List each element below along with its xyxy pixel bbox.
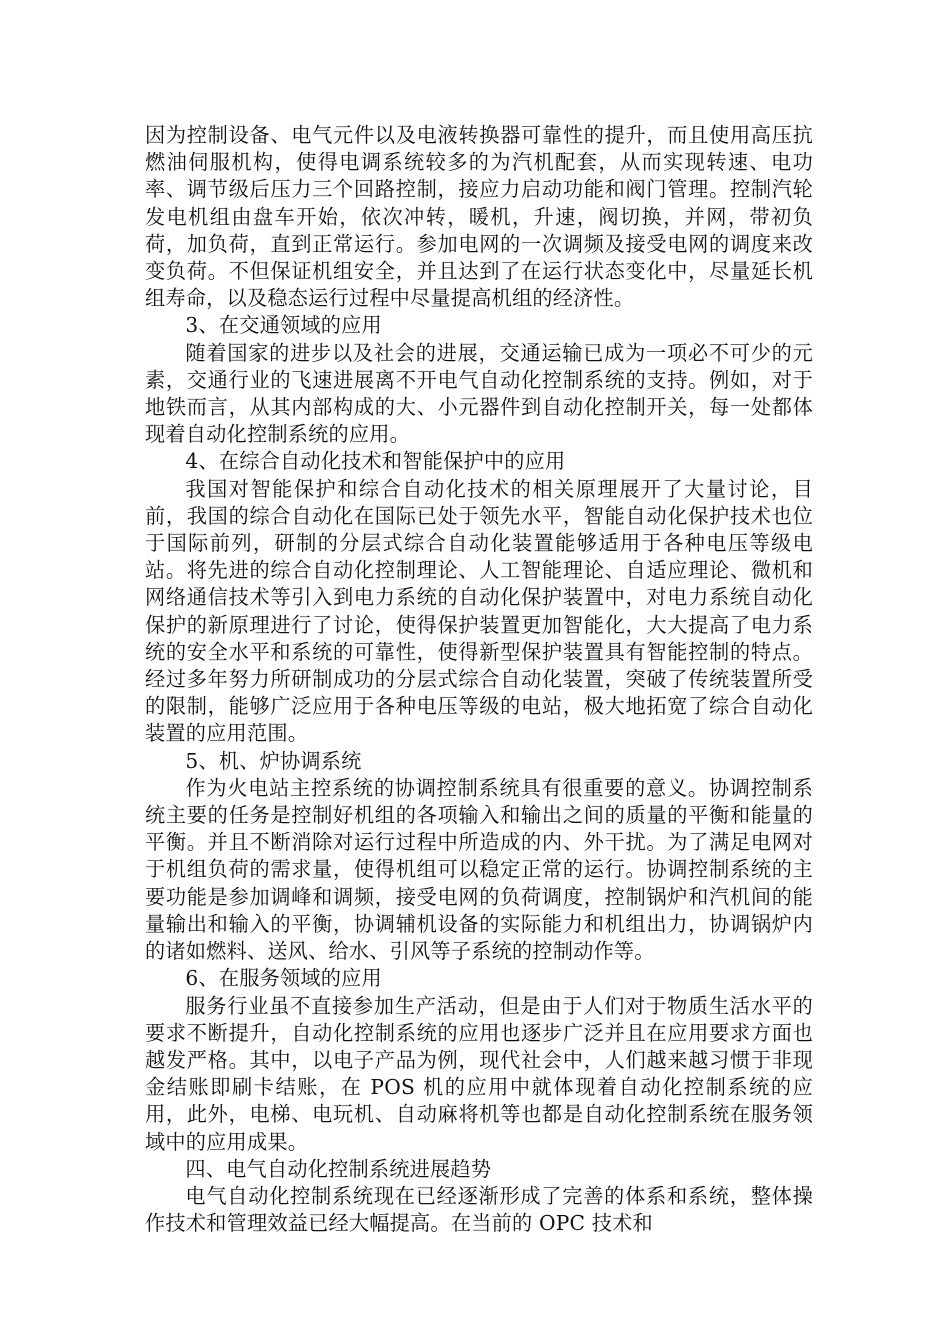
paragraph-transportation: 随着国家的进步以及社会的进展，交通运输已成为一项必不可少的元素，交通行业的飞速进展离不开电气自动化控制系统的支持。例如，对于地铁而言，从其内部构成的大、小元器件到自动化控制开关，每一处都体现着自动化控制系统的应用。 bbox=[145, 340, 813, 447]
paragraph-service: 服务行业虽不直接参加生产活动，但是由于人们对于物质生活水平的要求不断提升，自动化控制系统的应用也逐步广泛并且在应用要求方面也越发严格。其中，以电子产品为例，现代社会中，人们越来越习惯于非现金结账即刷卡结账，在 POS 机的应用中就体现着自动化控制系统的应用，此外，电梯、电玩机、自动麻将机等也都是自动化控制系统在服务领域中的应用成果。 bbox=[145, 993, 813, 1154]
heading-development-trend: 四、电气自动化控制系统进展趋势 bbox=[185, 1156, 492, 1181]
paragraph-intelligent-protection: 我国对智能保护和综合自动化技术的相关原理展开了大量讨论，目前，我国的综合自动化在国际已处于领先水平，智能自动化保护技术也位于国际前列，研制的分层式综合自动化装置能够适用于各种电压等级电站。将先进的综合自动化控制理论、人工智能理论、自适应理论、微机和网络通信技术等引入到电力系统的自动化保护装置中，对电力系统自动化保护的新原理进行了讨论，使得保护装置更加智能化，大大提高了电力系统的安全水平和系统的可靠性，使得新型保护装置具有智能控制的特点。经过多年努力所研制成功的分层式综合自动化装置，突破了传统装置所受的限制，能够广泛应用于各种电压等级的电站，极大地拓宽了综合自动化装置的应用范围。 bbox=[145, 476, 813, 746]
document-body bbox=[145, 122, 813, 1237]
heading-boiler-turbine-coordination: 5、机、炉协调系统 bbox=[185, 748, 362, 773]
paragraph-electro-hydraulic-control: 因为控制设备、电气元件以及电液转换器可靠性的提升，而且使用高压抗燃油伺服机构，使得电调系统较多的为汽机配套，从而实现转速、电功率、调节级后压力三个回路控制，接应力启动功能和阀门管理。控制汽轮发电机组由盘车开始，依次冲转，暖机，升速，阀切换，并网，带初负荷，加负荷，直到正常运行。参加电网的一次调频及接受电网的调度来改变负荷。不但保证机组安全，并且达到了在运行状态变化中，尽量延长机组寿命，以及稳态运行过程中尽量提高机组的经济性。 bbox=[145, 123, 813, 311]
heading-transportation-application: 3、在交通领域的应用 bbox=[185, 313, 382, 338]
heading-service-application: 6、在服务领域的应用 bbox=[185, 966, 382, 991]
paragraph-development-trend: 电气自动化控制系统现在已经逐渐形成了完善的体系和系统，整体操作技术和管理效益已经大幅提高。在当前的 OPC 技术和 bbox=[145, 1183, 813, 1236]
paragraph-coordination-control: 作为火电站主控系统的协调控制系统具有很重要的意义。协调控制系统主要的任务是控制好机组的各项输入和输出之间的质量的平衡和能量的平衡。并且不断消除对运行过程中所造成的内、外干扰。为了满足电网对于机组负荷的需求量，使得机组可以稳定正常的运行。协调控制系统的主要功能是参加调峰和调频，接受电网的负荷调度，控制锅炉和汽机间的能量输出和输入的平衡，协调辅机设备的实际能力和机组出力，协调锅炉内的诸如燃料、送风、给水、引风等子系统的控制动作等。 bbox=[145, 775, 813, 964]
heading-intelligent-protection: 4、在综合自动化技术和智能保护中的应用 bbox=[185, 449, 566, 474]
